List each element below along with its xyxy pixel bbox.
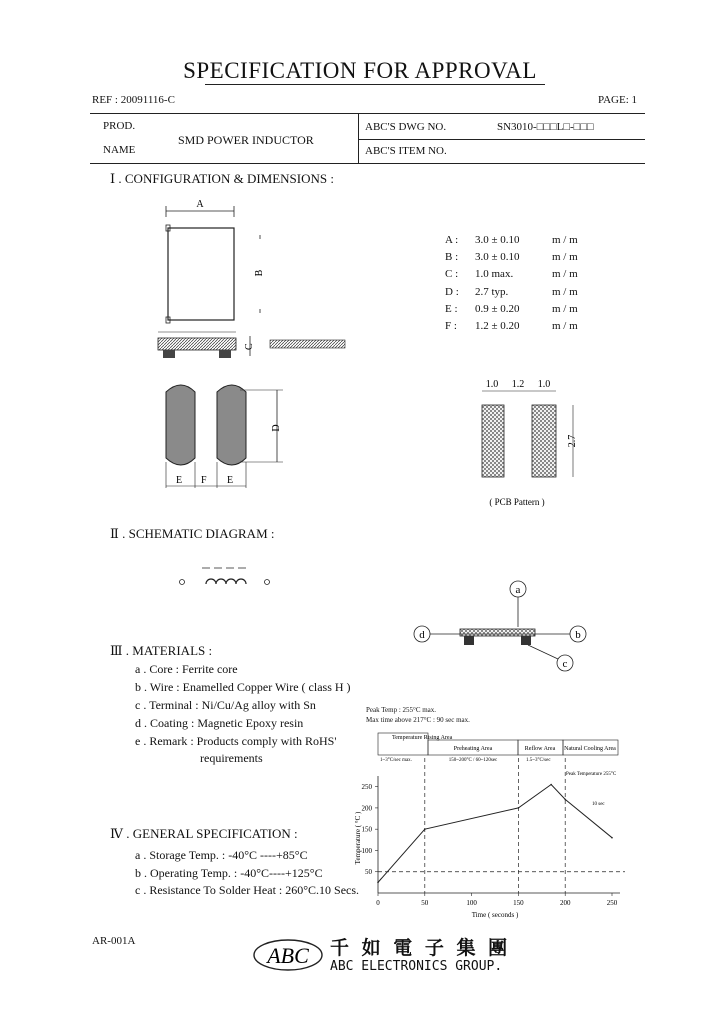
phase-label: Reflow Area <box>524 746 556 752</box>
spec-item: a . Storage Temp. : -40°C ----+85°C <box>135 848 308 862</box>
y-tick-label: 150 <box>361 825 372 834</box>
reference-number: REF : 20091116-C <box>92 94 175 106</box>
logo-text: ABC <box>267 943 309 968</box>
phase-label: Preheating Area <box>453 746 493 752</box>
top-view-drawing <box>150 195 280 335</box>
x-axis-label: Time ( seconds ) <box>471 911 519 919</box>
callout-a-label: a <box>515 584 521 596</box>
material-item-continued: requirements <box>200 751 263 765</box>
dim-label-a: A <box>196 199 204 210</box>
dim-key: C : <box>445 268 459 280</box>
dim-key: F : <box>445 320 457 332</box>
page-number: PAGE: 1 <box>598 94 638 106</box>
reflow-profile-line <box>378 785 612 883</box>
cross-section-drawing <box>410 575 590 675</box>
material-item: d . Coating : Magnetic Epoxy resin <box>135 716 304 730</box>
dim-unit: m / m <box>552 251 578 263</box>
dim-label-e: E <box>227 475 234 486</box>
material-item: b . Wire : Enamelled Copper Wire ( class H ) <box>135 680 351 694</box>
y-axis-label: Temperature ( °C ) <box>354 811 362 865</box>
phase-note: 1~3°C/sec max. <box>380 758 412 763</box>
pcb-width-2: 1.0 <box>537 379 551 390</box>
phase-note: Peak Temperature 255°C <box>566 772 617 777</box>
title-underline <box>205 84 545 85</box>
company-name-english: ABC ELECTRONICS GROUP. <box>330 959 503 974</box>
company-name-chinese: 千 如 電 子 集 團 <box>330 937 511 959</box>
dwg-value: SN3010-□□□L□-□□□ <box>497 121 594 133</box>
data-point <box>518 807 520 809</box>
reflow-note-time: Max time above 217°C : 90 sec max. <box>366 716 470 724</box>
dim-value: 3.0 ± 0.10 <box>475 234 520 246</box>
dim-value: 3.0 ± 0.10 <box>475 251 520 263</box>
phase-note: 1.5~3°C/sec <box>526 758 551 763</box>
form-code: AR-001A <box>92 935 136 947</box>
name-label: NAME <box>103 144 136 156</box>
spec-item: b . Operating Temp. : -40°C----+125°C <box>135 866 323 880</box>
dim-key: A : <box>445 234 459 246</box>
dim-value: 2.7 typ. <box>475 286 509 298</box>
dim-unit: m / m <box>552 303 578 315</box>
table-top-border <box>90 113 645 114</box>
page-title: SPECIFICATION FOR APPROVAL <box>183 58 537 83</box>
pcb-pattern-drawing <box>475 375 585 510</box>
data-point <box>611 837 613 839</box>
phase-label: Natural Cooling Area <box>564 746 616 752</box>
inductor-schematic-symbol <box>170 560 280 590</box>
dim-key: D : <box>445 286 459 298</box>
material-item: a . Core : Ferrite core <box>135 662 238 676</box>
section-2-heading: Ⅱ . SCHEMATIC DIAGRAM : <box>110 526 275 541</box>
item-label: ABC'S ITEM NO. <box>365 145 447 157</box>
x-tick-label: 100 <box>466 899 477 907</box>
callout-c-label: c <box>562 658 568 670</box>
dim-unit: m / m <box>552 234 578 246</box>
table-divider <box>358 113 359 163</box>
x-tick-label: 250 <box>606 899 618 907</box>
data-point <box>424 828 426 830</box>
dim-key: B : <box>445 251 459 263</box>
dim-value: 1.2 ± 0.20 <box>475 320 520 332</box>
dim-unit: m / m <box>552 268 578 280</box>
dim-label-e: E <box>176 475 183 486</box>
dim-unit: m / m <box>552 286 578 298</box>
x-tick-label: 150 <box>513 899 524 907</box>
material-item: c . Terminal : Ni/Cu/Ag alloy with Sn <box>135 698 316 712</box>
dwg-label: ABC'S DWG NO. <box>365 121 447 133</box>
section-3-heading: Ⅲ . MATERIALS : <box>110 643 213 658</box>
spec-item: c . Resistance To Solder Heat : 260°C.10 Secs. <box>135 883 360 897</box>
dim-key: E : <box>445 303 458 315</box>
y-tick-label: 100 <box>361 846 372 855</box>
pcb-width-1: 1.0 <box>485 379 499 390</box>
x-tick-label: 50 <box>421 899 429 907</box>
pcb-caption: ( PCB Pattern ) <box>489 497 545 507</box>
section-1-heading: Ⅰ . CONFIGURATION & DIMENSIONS : <box>110 171 334 186</box>
phase-note: 10 sec <box>592 802 605 807</box>
data-point <box>564 799 566 801</box>
dim-label-c: C <box>244 343 255 350</box>
prod-label: PROD. <box>103 120 136 132</box>
reflow-note-peak: Peak Temp : 255°C max. <box>366 706 437 714</box>
dim-value: 0.9 ± 0.20 <box>475 303 520 315</box>
x-tick-label: 200 <box>559 899 571 907</box>
section-4-heading: Ⅳ . GENERAL SPECIFICATION : <box>110 826 298 841</box>
company-logo <box>250 935 330 977</box>
table-middle-border <box>358 139 645 140</box>
side-view-drawing <box>155 330 355 365</box>
material-item: e . Remark : Products comply with RoHS' <box>135 734 337 748</box>
pcb-gap: 1.2 <box>511 379 525 390</box>
x-tick-label: 0 <box>376 899 380 907</box>
bottom-view-drawing <box>155 380 295 500</box>
product-name: SMD POWER INDUCTOR <box>178 133 314 147</box>
y-tick-label: 50 <box>365 868 372 877</box>
dim-unit: m / m <box>552 320 578 332</box>
reflow-profile-chart <box>340 728 630 928</box>
callout-b-label: b <box>575 629 581 641</box>
data-point <box>550 784 552 786</box>
callout-d-label: d <box>419 629 425 641</box>
dim-value: 1.0 max. <box>475 268 514 280</box>
y-tick-label: 250 <box>361 783 372 792</box>
y-tick-label: 200 <box>361 804 372 813</box>
dim-label-b: B <box>254 269 265 277</box>
dim-label-f: F <box>201 475 207 486</box>
phase-label: Temperature Rising Area <box>392 735 453 741</box>
phase-note: 150~200°C / 60~120sec <box>448 758 498 763</box>
data-point <box>377 882 379 884</box>
dim-label-d: D <box>271 424 282 432</box>
table-bottom-border <box>90 163 645 164</box>
pcb-height: 2.7 <box>567 434 578 448</box>
